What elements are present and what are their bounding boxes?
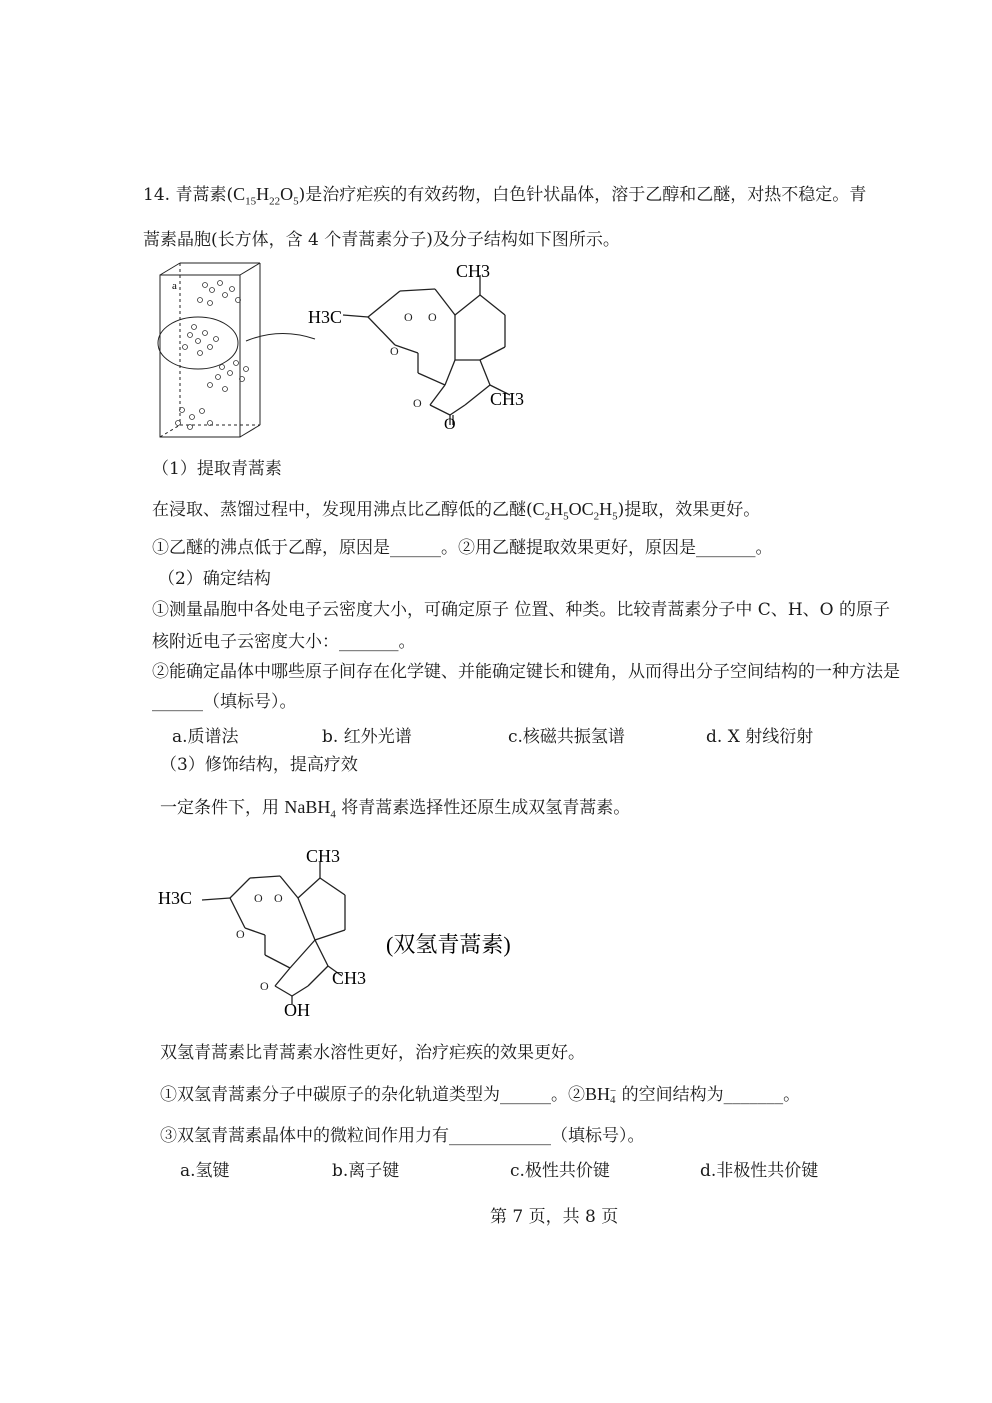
part3-text-a: 一定条件下，用 <box>160 798 285 818</box>
artemisinin-atom-labels <box>390 310 437 410</box>
svg-text:O: O <box>254 891 263 905</box>
svg-text:O: O <box>260 979 269 993</box>
question-number: 14. <box>143 185 171 205</box>
artemisinin-structure <box>343 275 510 425</box>
dihydroartemisinin-caption: (双氢青蒿素) <box>386 932 511 957</box>
svg-text:O: O <box>236 927 245 941</box>
part2-heading: （2）确定结构 <box>158 569 271 589</box>
part1-text-b: )提取，效果更好。 <box>617 500 761 520</box>
ether-formula: $C_2H_5OC_2H_5$ <box>532 499 618 523</box>
oh-label: OH <box>284 1000 310 1020</box>
part1-question: ①乙醚的沸点低于乙醇，原因是______。②用乙醚提取效果更好，原因是_______。 <box>152 538 773 558</box>
part2-option-b: b. 红外光谱 <box>322 727 412 747</box>
part3-q3: ③双氢青蒿素晶体中的微粒间作用力有____________（填标号）。 <box>160 1126 645 1146</box>
svg-text:O: O <box>413 396 422 410</box>
part3-q1-b: 的空间结构为_______。 <box>616 1085 801 1105</box>
question-intro-line2: 蒿素晶胞(长方体，含 4 个青蒿素分子)及分子结构如下图所示。 <box>143 230 620 250</box>
h3c-label: H3C <box>308 307 343 327</box>
h3c-label-2: H3C <box>158 888 193 908</box>
part1-text-a: 在浸取、蒸馏过程中，发现用沸点比乙醇低的乙醚( <box>152 500 533 520</box>
part3-q1-a: ①双氢青蒿素分子中碳原子的杂化轨道类型为______。② <box>160 1085 585 1105</box>
part3-text <box>160 796 630 826</box>
unit-cell-drawing <box>158 263 315 437</box>
part3-option-c: c.极性共价键 <box>510 1161 610 1181</box>
dihydroartemisinin-figure <box>150 840 550 1020</box>
ch3-right-label: CH3 <box>490 389 525 409</box>
ch3-top-label-2: CH3 <box>306 846 341 866</box>
svg-text:O: O <box>274 891 283 905</box>
svg-text:O: O <box>404 310 413 324</box>
artemisinin-figure-svg <box>150 255 570 445</box>
svg-text:O: O <box>390 344 399 358</box>
part3-option-d: d.非极性共价键 <box>700 1161 819 1181</box>
dihydroartemisinin-atom-labels <box>236 891 283 993</box>
artemisinin-figure <box>150 255 570 445</box>
part3-q1 <box>160 1083 800 1106</box>
unit-cell-atoms <box>176 281 249 430</box>
artemisinin-formula: $C_{15}H_{22}O_5$ <box>233 184 299 208</box>
ch3-top-label: CH3 <box>456 261 491 281</box>
intro-text-a: 青蒿素( <box>175 185 234 205</box>
dihydroartemisinin-figure-svg <box>150 840 550 1020</box>
part3-option-a: a.氢键 <box>180 1161 230 1181</box>
part2-option-d: d. X 射线衍射 <box>706 727 814 747</box>
part3-option-b: b.离子键 <box>332 1161 400 1181</box>
unit-cell-label: a <box>172 280 177 292</box>
question-intro-line1 <box>143 183 866 213</box>
part1-heading: （1）提取青蒿素 <box>152 459 282 479</box>
part3-statement: 双氢青蒿素比青蒿素水溶性更好，治疗疟疾的效果更好。 <box>160 1043 585 1063</box>
dihydroartemisinin-structure <box>202 862 345 1004</box>
nabh4-formula: NaBH$_4$ <box>284 797 336 821</box>
part2-q1-line1: ①测量晶胞中各处电子云密度大小，可确定原子 位置、种类。比较青蒿素分子中 C、H、O 的原子 <box>152 600 890 620</box>
bh4-ion-formula: BH − 4 <box>585 1084 617 1106</box>
carbonyl-o-label: O <box>444 416 456 433</box>
part2-option-c: c.核磁共振氢谱 <box>508 727 625 747</box>
part3-heading: （3）修饰结构，提高疗效 <box>160 755 358 775</box>
part2-q1-line2: 核附近电子云密度大小：_______。 <box>152 632 416 652</box>
part1-text <box>152 498 760 528</box>
part2-q2-line2: ______（填标号）。 <box>152 692 297 712</box>
intro-text-b: )是治疗疟疾的有效药物，白色针状晶体，溶于乙醇和乙醚，对热不稳定。青 <box>298 185 867 205</box>
svg-text:O: O <box>428 310 437 324</box>
part2-option-a: a.质谱法 <box>172 727 239 747</box>
page-footer: 第 7 页，共 8 页 <box>490 1207 619 1227</box>
part2-q2-line1: ②能确定晶体中哪些原子间存在化学键、并能确定键长和键角，从而得出分子空间结构的一种方法是 <box>152 662 900 682</box>
part3-text-b: 将青蒿素选择性还原生成双氢青蒿素。 <box>335 798 631 818</box>
ch3-right-label-2: CH3 <box>332 968 367 988</box>
